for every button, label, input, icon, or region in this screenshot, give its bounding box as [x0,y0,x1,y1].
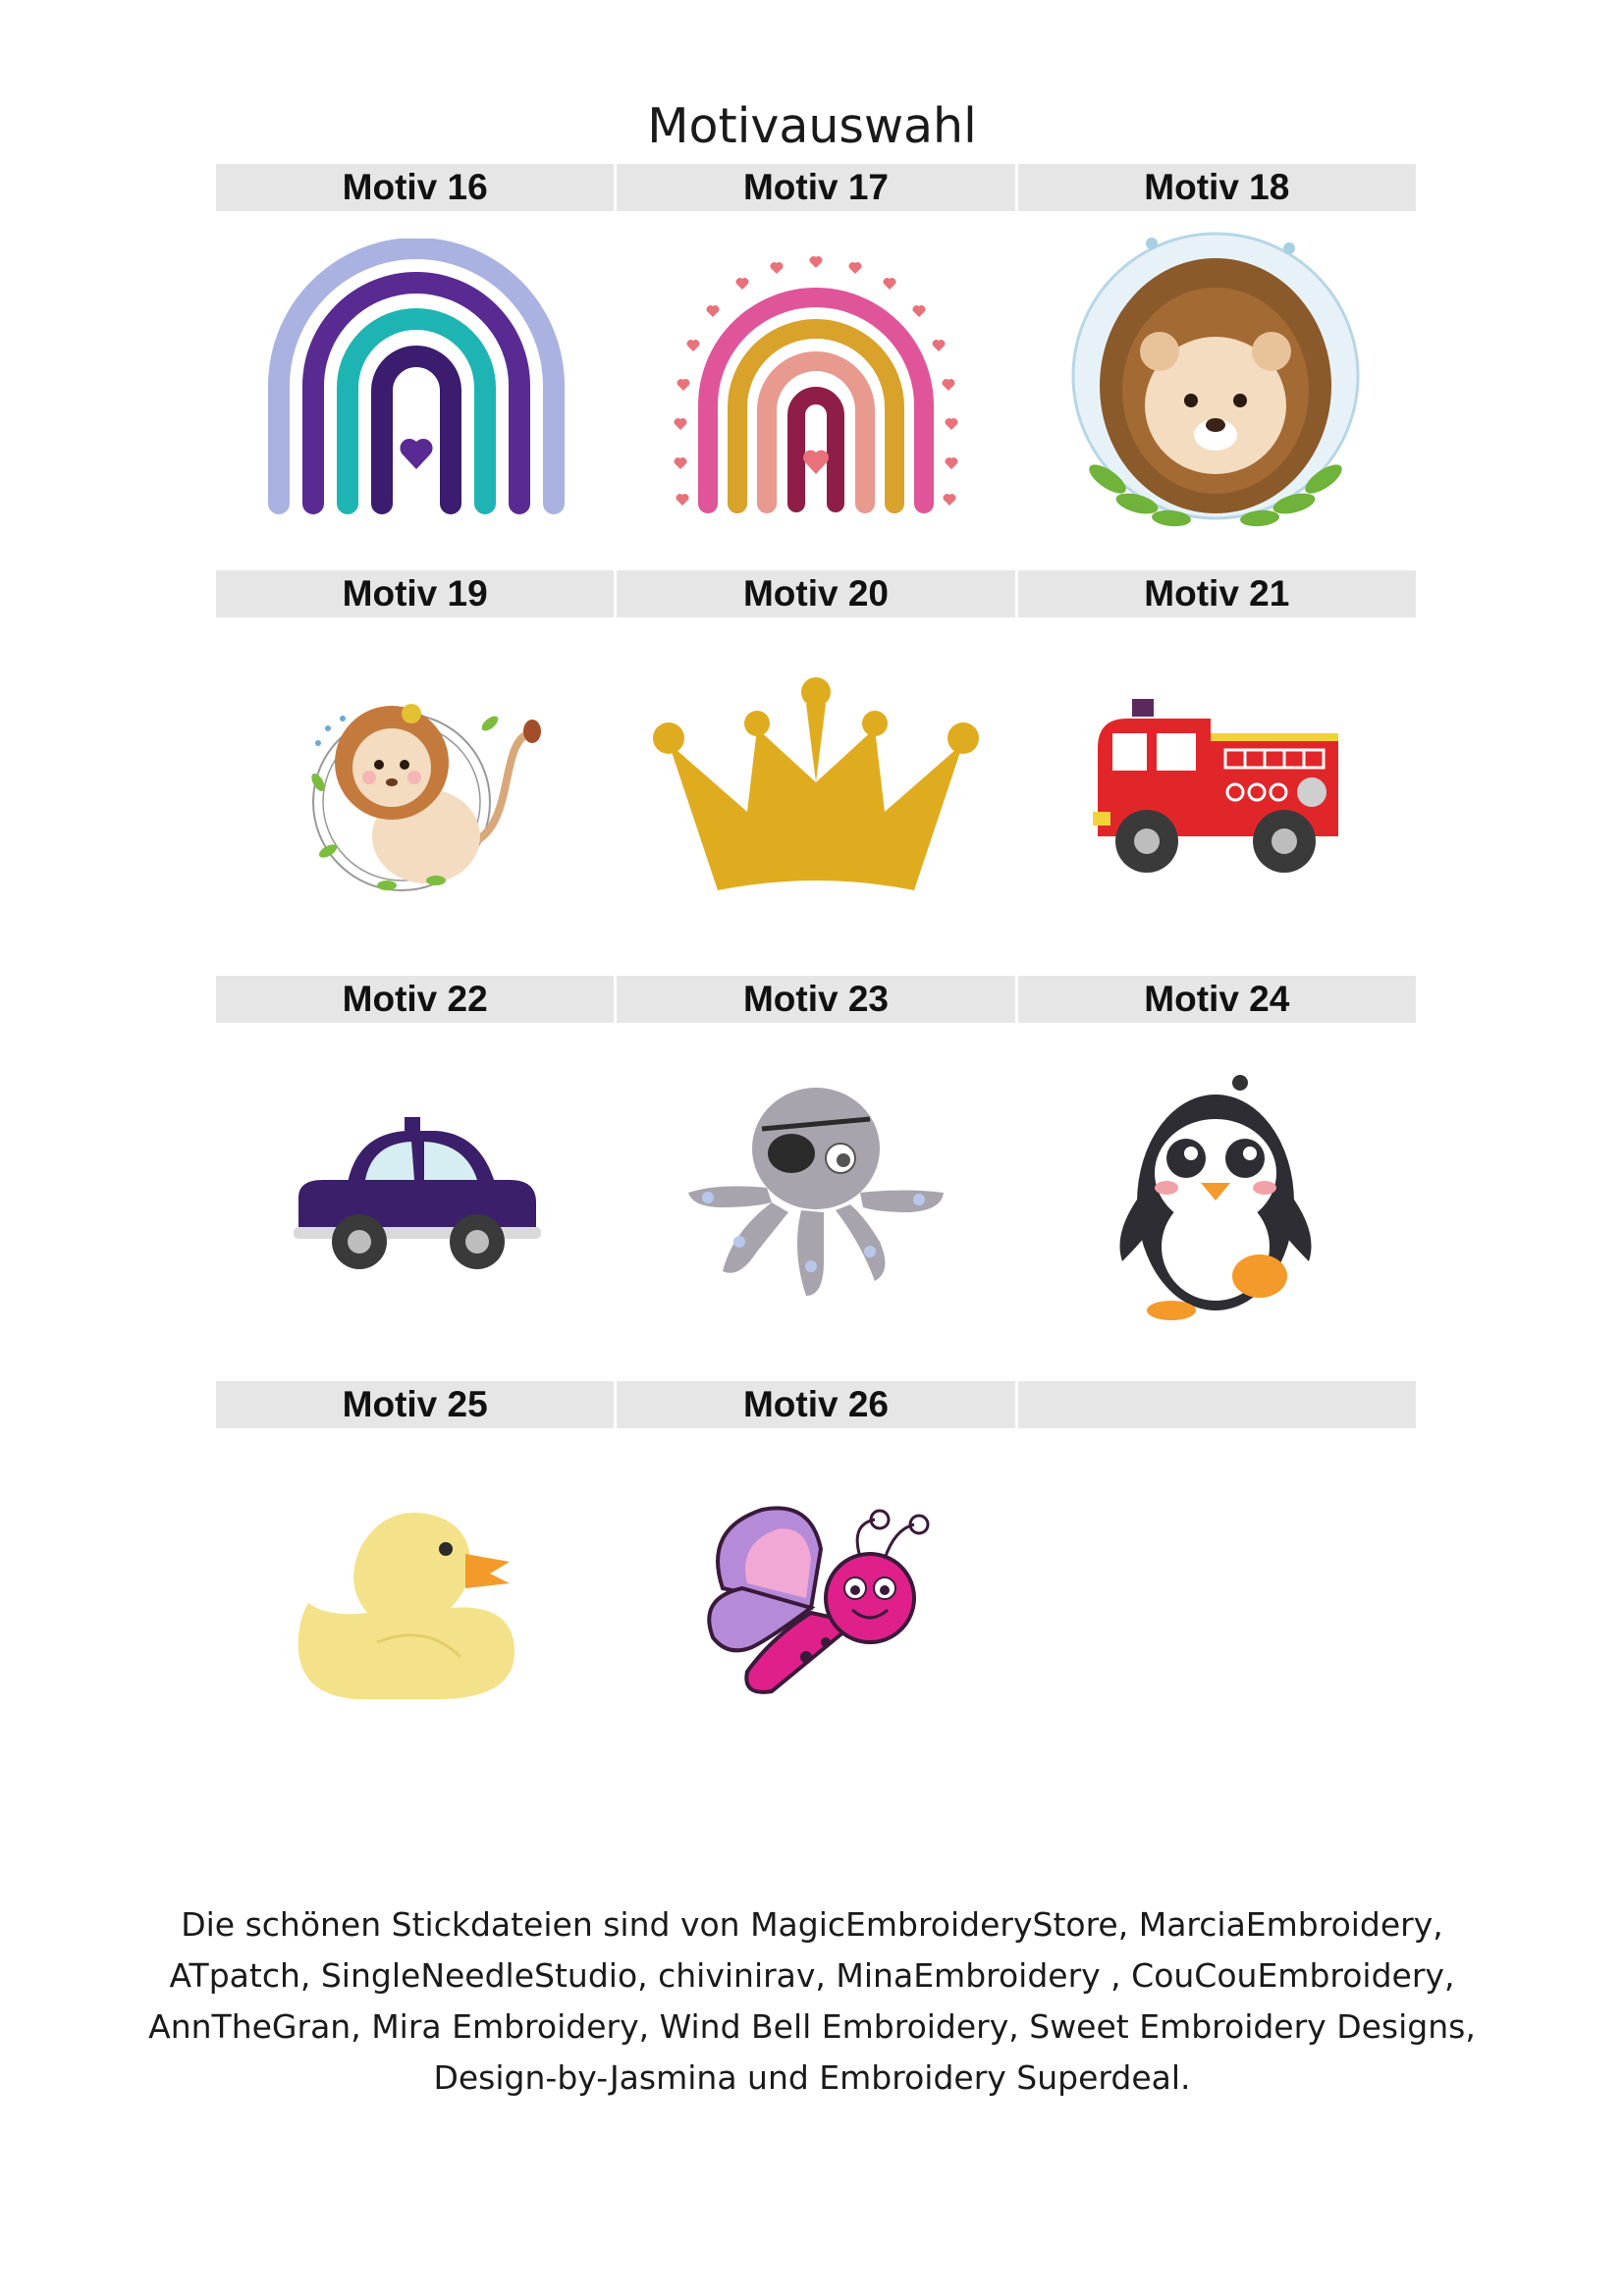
motif-row [216,976,1416,1355]
motif-cell[interactable] [216,625,616,949]
motif-label: Motiv 22 [216,976,614,1023]
image-band [216,1031,1416,1355]
header-band [216,976,1416,1023]
motif-cell[interactable] [216,1031,616,1355]
motif-cell[interactable] [216,1436,616,1760]
motif-label: Motiv 17 [617,164,1014,211]
rubber-duck-icon [289,1485,544,1711]
header-band [216,570,1416,617]
empty-cell [1016,1436,1416,1760]
sitting-lion-icon [289,674,544,900]
motif-cell[interactable] [1016,1031,1416,1355]
motif-label: Motiv 23 [617,976,1014,1023]
motif-row [216,570,1416,949]
credits-text: Die schönen Stickdateien sind von MagicEmbroideryStore, MarciaEmbroidery, ATpatch, SingleNeedleStudio, chivinirav, MinaEmbroidery , CouCouEmbroidery, AnnTheGran, Mira Embroidery, Wind Bell Embroidery, Sweet Embroidery Designs, Design-by-Jasmina und Embroidery Superdeal. [148,1905,1476,2097]
motif-label: Motiv 20 [617,570,1014,617]
penguin-icon [1112,1065,1319,1320]
motif-row [216,164,1416,543]
image-band [216,1436,1416,1760]
fire-truck-icon [1088,689,1343,885]
motif-cell[interactable] [616,1436,1015,1760]
motif-label: Motiv 19 [216,570,614,617]
header-band [216,164,1416,211]
pirate-octopus-icon [678,1075,953,1310]
motif-label: Motiv 26 [617,1381,1014,1428]
image-band [216,625,1416,949]
header-band [216,1381,1416,1428]
motif-cell[interactable] [616,219,1015,543]
image-band [216,219,1416,543]
purple-teal-rainbow-heart-icon [259,239,573,523]
lion-wreath-icon [1054,224,1378,538]
motif-cell[interactable] [616,625,1015,949]
crown-icon [649,674,983,900]
motif-label-empty [1018,1381,1416,1428]
police-car-icon [289,1109,544,1276]
motif-label: Motiv 18 [1018,164,1416,211]
page-title: Motivauswahl [647,98,977,154]
butterfly-icon [693,1490,939,1706]
motif-label: Motiv 21 [1018,570,1416,617]
motif-label: Motiv 24 [1018,976,1416,1023]
motif-row [216,1381,1416,1760]
motif-cell[interactable] [216,219,616,543]
motif-label: Motiv 16 [216,164,614,211]
motif-cell[interactable] [1016,625,1416,949]
motif-cell[interactable] [1016,219,1416,543]
pink-rainbow-hearts-icon [659,239,973,523]
motif-cell[interactable] [616,1031,1015,1355]
motif-label: Motiv 25 [216,1381,614,1428]
